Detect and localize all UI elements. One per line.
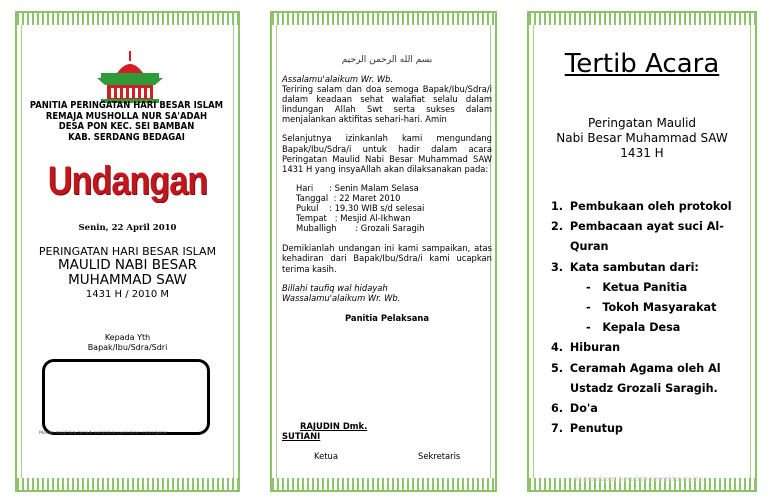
footer-note: Acara dapat berubah sewaktu-waktu [574, 475, 704, 483]
schedule-row: Pukul : 19.30 WIB s/d selesai [296, 203, 425, 214]
secretary-name: SUTIANI [282, 431, 321, 441]
event-heading: PERINGATAN HARI BESAR ISLAM [38, 245, 217, 258]
apology-note: Mohon maaf bila terjadi kesalahan penulisan nama/gelar [39, 431, 168, 436]
cover-panel [15, 11, 240, 492]
agenda-subtitle [529, 116, 755, 161]
address-box [42, 359, 210, 435]
event-year: 1431 H / 2010 M [85, 289, 170, 300]
list-item: Ustadz Grozali Saragih. [570, 381, 718, 395]
agenda-title: Tertib Acara [564, 49, 720, 79]
schedule [296, 183, 492, 233]
organizer-line: DESA PON KEC. SEI BAMBAN [58, 121, 195, 133]
agenda-list [551, 197, 751, 439]
paragraph-2: Selanjutnya izinkanlah kami mengundang Bapak/Ibu/Sdra/i untuk hadir dalam acara Peringatan Maulid Nabi Besar Muhammad SAW 1431 H yang insyaAllah akan dilaksanakan pada: [282, 133, 492, 174]
committee-label: Panitia Pelaksana [345, 312, 429, 323]
list-item: Quran [570, 240, 609, 254]
letter-panel [270, 11, 497, 492]
list-item: 5. Ceramah Agama oleh Al [551, 361, 721, 375]
recipient-label [17, 333, 238, 353]
list-item: 3. Kata sambutan dari: [551, 260, 699, 274]
closing-line: Wassalamu'alaikum Wr. Wb. [282, 292, 401, 303]
event-name [17, 258, 238, 288]
paragraph-1: Teriring salam dan doa semoga Bapak/Ibu/Sdra/i dalam keadaan sehat walafiat selalu dalam lindungan Allah Swt serta sukses dalam menjalankan aktifitas sehari-hari. Amin [282, 84, 492, 125]
chairman-name: RAJUDIN Dmk. [300, 421, 368, 431]
invitation-date: Senin, 22 April 2010 [78, 223, 177, 233]
list-item: 4. Hiburan [551, 341, 621, 355]
ornament-top [272, 13, 495, 25]
subtitle-line: Peringatan Maulid [587, 116, 697, 130]
list-subitem: - Tokoh Masyarakat [586, 301, 717, 315]
organizer-line: PANITIA PERINGATAN HARI BESAR ISLAM [29, 100, 224, 111]
greeting: Assalamu'alaikum Wr. Wb. [282, 74, 394, 84]
agenda-panel [527, 11, 757, 492]
subtitle-line: Nabi Besar Muhammad SAW [556, 131, 728, 145]
organizer-line: REMAJA MUSHOLLA NUR SA'ADAH [45, 110, 208, 122]
event-name-line: MUHAMMAD SAW [68, 272, 187, 288]
ornament-bottom [272, 478, 495, 490]
list-item: 7. Penutup [551, 422, 623, 436]
list-subitem: - Ketua Panitia [586, 280, 688, 294]
schedule-row: Muballigh : Grozali Saragih [296, 223, 425, 234]
kepada-line: Kepada Yth [104, 333, 151, 342]
schedule-row: Hari : Senin Malam Selasa [296, 182, 419, 193]
closing-line: Billahi taufiq wal hidayah [282, 282, 388, 293]
event-name-line: MAULID NABI BESAR [57, 257, 198, 273]
subtitle-line: 1431 H [620, 146, 664, 160]
basmalah-calligraphy: بسم الله الرحمن الرحيم [341, 55, 433, 65]
schedule-row: Tempat : Mesjid Al-Ikhwan [296, 213, 411, 224]
letter-body [282, 74, 492, 323]
organizer-block [19, 101, 234, 143]
list-item: 6. Do'a [551, 402, 598, 416]
paragraph-3: Demikianlah undangan ini kami sampaikan, atas kehadiran dari Bapak/Ibu/Sdra/i kami ucapkan terima kasih. [282, 243, 492, 274]
schedule-row: Tanggal : 22 Maret 2010 [296, 192, 401, 203]
list-item: 2. Pembacaan ayat suci Al- [551, 220, 724, 234]
list-subitem: - Kepala Desa [586, 321, 681, 335]
list-item: 1. Pembukaan oleh protokol [551, 200, 732, 213]
ornament-top [17, 13, 238, 25]
ornament-top [529, 13, 755, 25]
secretary-role: Sekretaris [418, 451, 461, 461]
ornament-bottom [17, 478, 238, 490]
organizer-line: KAB. SERDANG BEDAGAI [68, 131, 185, 143]
invitation-title: Undangan [47, 159, 208, 203]
chairman-role: Ketua [314, 451, 338, 461]
signature-names [282, 421, 482, 441]
kepada-line: Bapak/Ibu/Sdra/Sdri [87, 343, 168, 352]
